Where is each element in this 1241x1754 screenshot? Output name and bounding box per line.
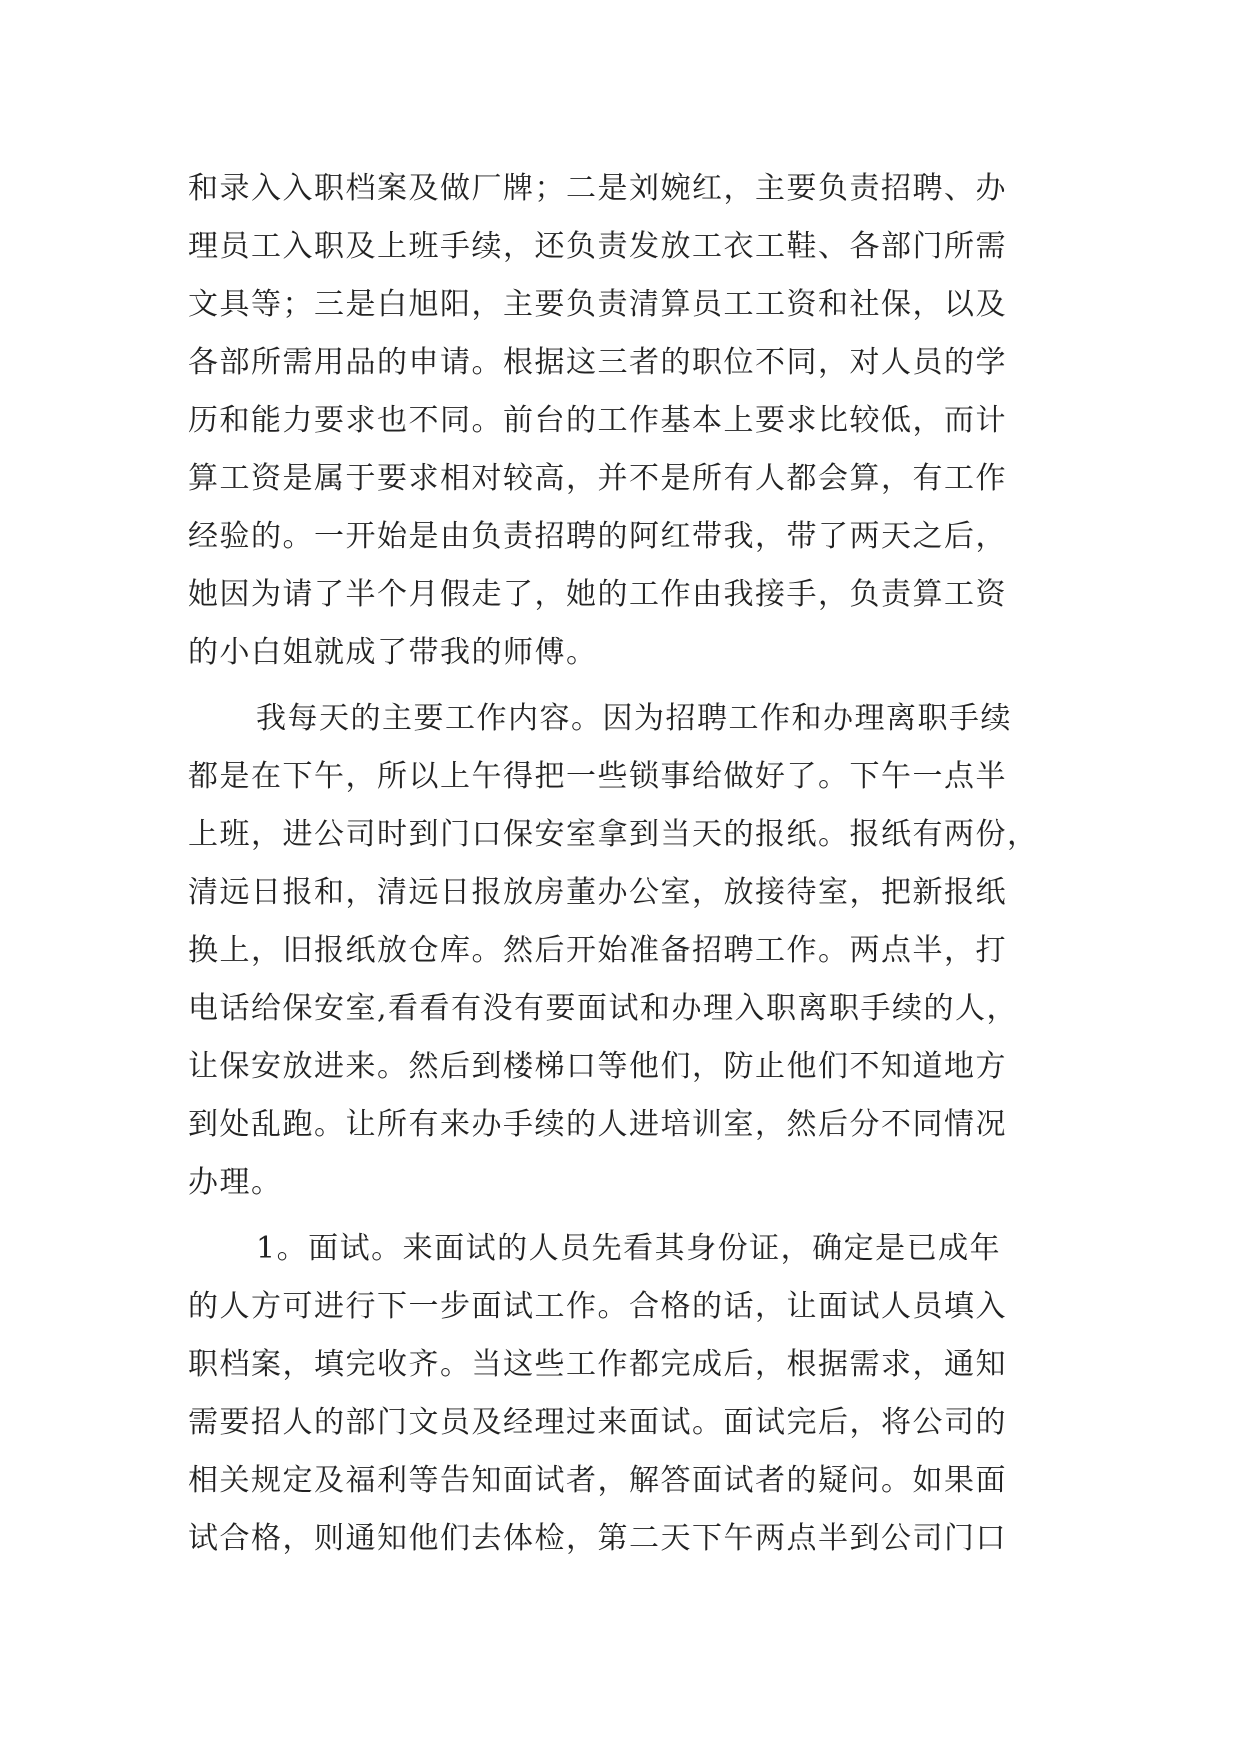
document-body	[188, 160, 1058, 1568]
text-line: 上班，进公司时到门口保安室拿到当天的报纸。报纸有两份，	[188, 817, 1039, 852]
text-line: 清远日报和，清远日报放房董办公室，放接待室，把新报纸	[188, 875, 1007, 910]
paragraph-spacer	[188, 682, 1058, 690]
text-line: 到处乱跑。让所有来办手续的人进培训室，然后分不同情况	[188, 1107, 1007, 1142]
paragraph	[188, 1220, 1058, 1568]
text-line: 算工资是属于要求相对较高，并不是所有人都会算，有工作	[188, 461, 1007, 496]
text-line: 经验的。一开始是由负责招聘的阿红带我，带了两天之后，	[188, 519, 1007, 554]
text-line: 和录入入职档案及做厂牌；二是刘婉红，主要负责招聘、办	[188, 171, 1007, 206]
paragraph-spacer	[188, 1212, 1058, 1220]
paragraph	[188, 690, 1058, 1212]
text-line: 1。面试。来面试的人员先看其身份证，确定是已成年	[256, 1231, 1002, 1266]
text-line: 需要招人的部门文员及经理过来面试。面试完后，将公司的	[188, 1405, 1007, 1440]
text-line: 的小白姐就成了带我的师傅。	[188, 635, 598, 670]
text-line: 职档案，填完收齐。当这些工作都完成后，根据需求，通知	[188, 1347, 1007, 1382]
text-line: 相关规定及福利等告知面试者，解答面试者的疑问。如果面	[188, 1463, 1007, 1498]
text-line: 各部所需用品的申请。根据这三者的职位不同，对人员的学	[188, 345, 1007, 380]
text-line: 文具等；三是白旭阳，主要负责清算员工工资和社保，以及	[188, 287, 1007, 322]
text-line: 换上，旧报纸放仓库。然后开始准备招聘工作。两点半，打	[188, 933, 1007, 968]
text-line: 办理。	[188, 1165, 283, 1200]
text-line: 她因为请了半个月假走了，她的工作由我接手，负责算工资	[188, 577, 1007, 612]
text-line: 历和能力要求也不同。前台的工作基本上要求比较低，而计	[188, 403, 1007, 438]
text-line: 的人方可进行下一步面试工作。合格的话，让面试人员填入	[188, 1289, 1007, 1324]
text-line: 试合格，则通知他们去体检，第二天下午两点半到公司门口	[188, 1521, 1007, 1556]
text-line: 让保安放进来。然后到楼梯口等他们，防止他们不知道地方	[188, 1049, 1007, 1084]
text-line: 都是在下午，所以上午得把一些锁事给做好了。下午一点半	[188, 759, 1007, 794]
text-line: 电话给保安室,看看有没有要面试和办理入职离职手续的人，	[188, 991, 1019, 1026]
text-line: 理员工入职及上班手续，还负责发放工衣工鞋、各部门所需	[188, 229, 1007, 264]
paragraph	[188, 160, 1058, 682]
text-line: 我每天的主要工作内容。因为招聘工作和办理离职手续	[256, 701, 1012, 736]
